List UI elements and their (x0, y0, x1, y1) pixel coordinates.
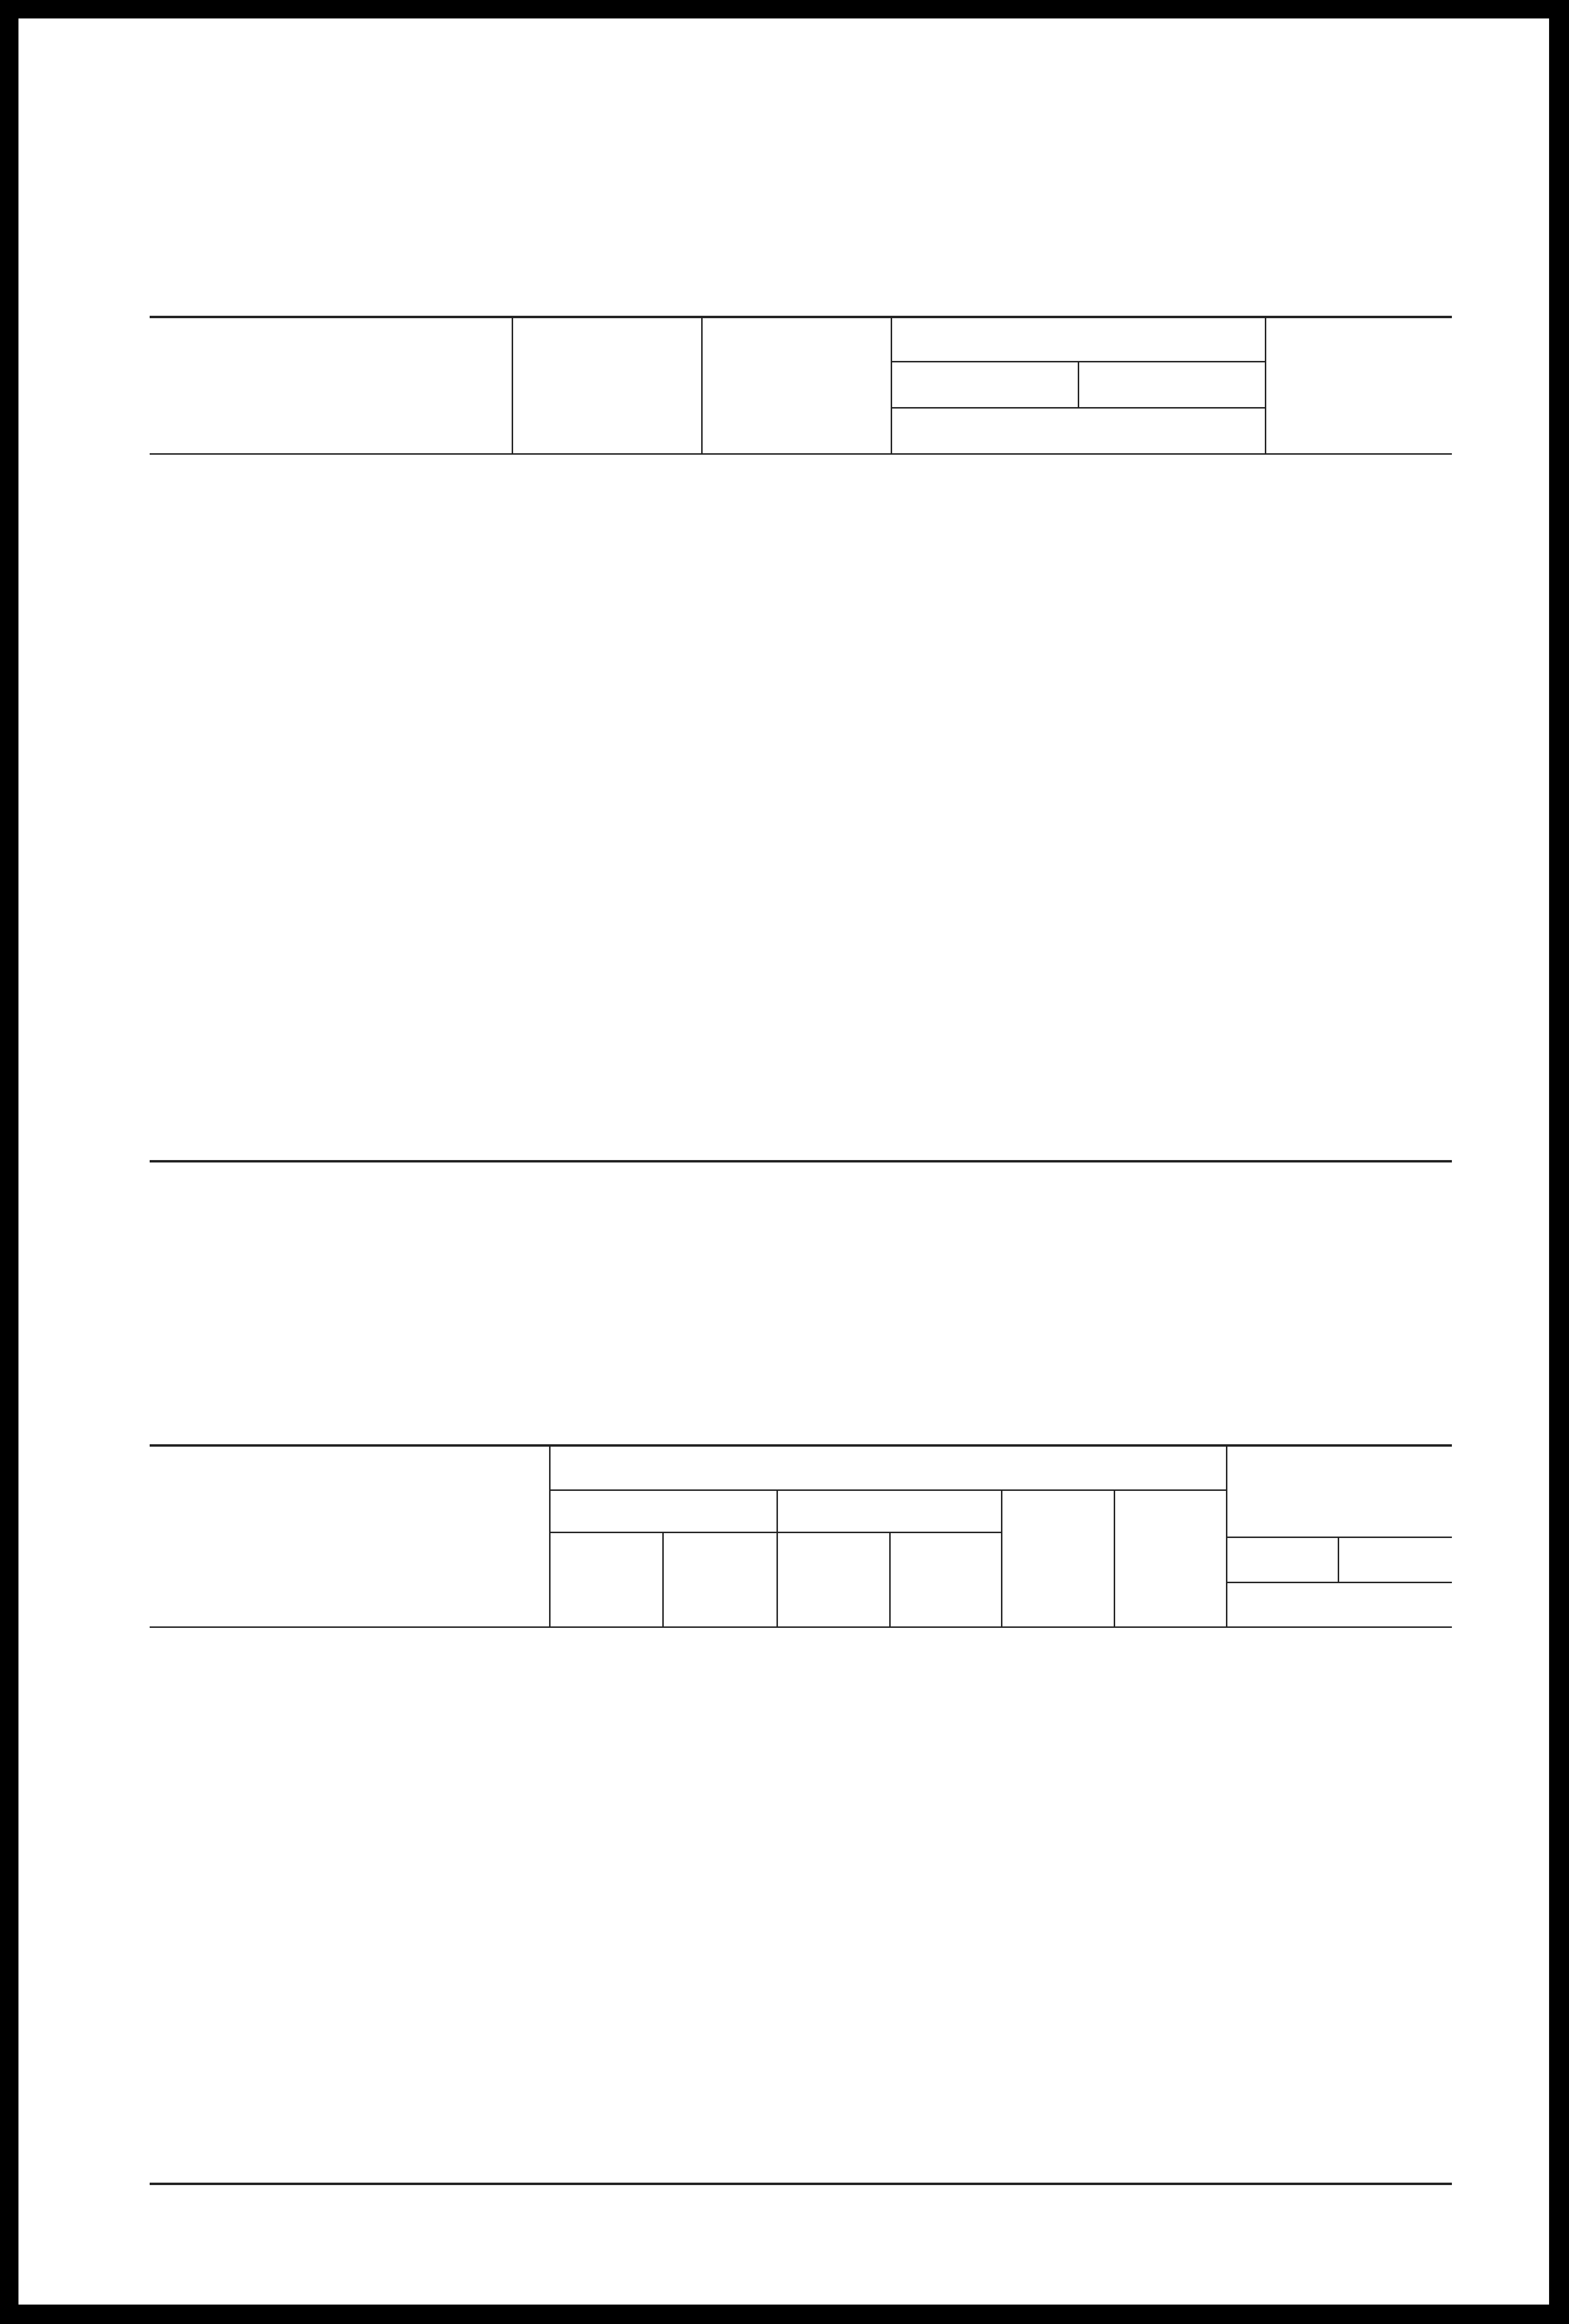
rule (776, 1489, 778, 1626)
rule (889, 1532, 891, 1626)
rule (150, 2183, 1452, 2185)
rule (1265, 317, 1266, 454)
rule (150, 453, 1452, 455)
rule (150, 316, 1452, 318)
rule (150, 1626, 1452, 1628)
rule (1226, 1446, 1227, 1626)
rule (1114, 1489, 1115, 1626)
page (18, 18, 1549, 2305)
rule (891, 407, 1265, 409)
rule (1226, 1582, 1452, 1583)
rule (1001, 1489, 1002, 1626)
rule (512, 317, 513, 454)
rule (1078, 361, 1079, 407)
rule (549, 1489, 1226, 1491)
rule (150, 1444, 1452, 1447)
rule (1338, 1537, 1339, 1582)
rule (150, 1160, 1452, 1162)
rule (891, 317, 892, 454)
rule (549, 1446, 551, 1626)
rule (701, 317, 703, 454)
rule (662, 1532, 664, 1626)
rule (549, 1532, 1001, 1533)
